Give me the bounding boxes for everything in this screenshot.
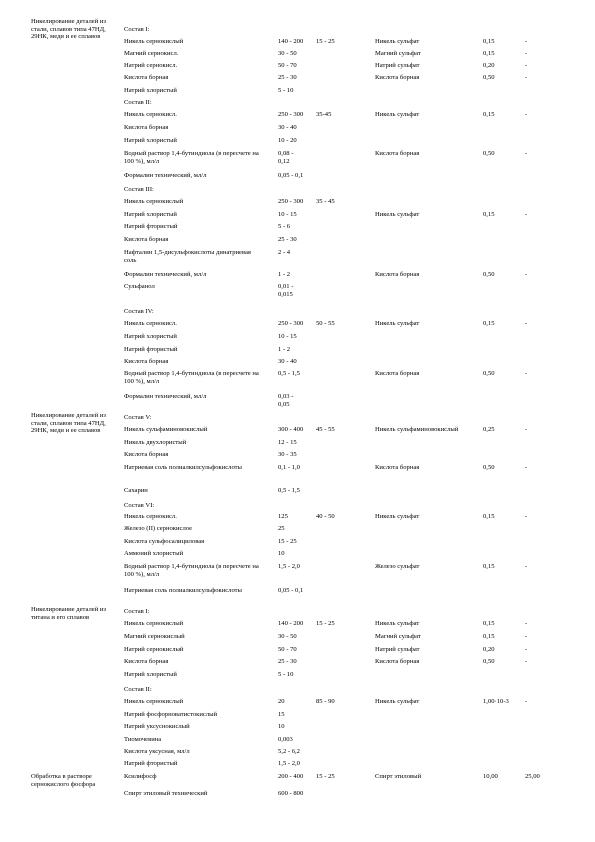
component-name: Никель двухлористый (124, 439, 187, 446)
controlled-component: Кислота борная (375, 271, 420, 278)
controlled-component: Кислота борная (375, 370, 420, 377)
concentration: 0,5 - 1,5 (278, 487, 300, 494)
control-value: 0,15 (483, 633, 495, 640)
composition-header: Состав I: (124, 608, 150, 615)
control-value: 0,50 (483, 658, 495, 665)
control-value: 0,15 (483, 563, 495, 570)
controlled-component: Никель сульфат (375, 320, 420, 327)
control-value: 0,50 (483, 74, 495, 81)
control-value: 0,15 (483, 620, 495, 627)
max-value: - (525, 62, 528, 69)
concentration: 600 - 800 (278, 790, 304, 797)
component-name: Натрий хлористый (124, 671, 177, 678)
component-name: Формалин технический, мл/л (124, 271, 207, 278)
concentration: 0,003 (278, 736, 293, 743)
control-value: 0,15 (483, 50, 495, 57)
composition-header: Состав IV: (124, 308, 154, 315)
control-value: 0,15 (483, 111, 495, 118)
concentration: 0,03 - 0,05 (278, 393, 294, 408)
control-value: 0,15 (483, 320, 495, 327)
temperature: 40 - 50 (316, 513, 335, 520)
controlled-component: Никель сульфат (375, 513, 420, 520)
concentration: 10 - 15 (278, 211, 297, 218)
control-value: 0,50 (483, 150, 495, 157)
concentration: 30 - 50 (278, 50, 297, 57)
component-name: Натрий уксуснокислый (124, 723, 190, 730)
max-value: - (525, 370, 528, 377)
component-name: Натрий хлористый (124, 137, 177, 144)
temperature: 15 - 25 (316, 620, 335, 627)
controlled-component: Никель сульфат (375, 38, 420, 45)
component-name: Кислота борная (124, 358, 169, 365)
concentration: 15 - 25 (278, 538, 297, 545)
max-value: - (525, 211, 528, 218)
component-name: Ксилифосф (124, 773, 157, 780)
concentration: 10 (278, 550, 285, 557)
controlled-component: Кислота борная (375, 74, 420, 81)
controlled-component: Натрий сульфат (375, 62, 420, 69)
concentration: 15 (278, 711, 285, 718)
section-title: Никелирование деталей из стали, сплавов типа 47НД, 29НК, меди и ее сплавов (31, 412, 107, 435)
concentration: 1 - 2 (278, 271, 291, 278)
temperature: 15 - 25 (316, 38, 335, 45)
controlled-component: Магний сульфат (375, 50, 421, 57)
composition-header: Состав I: (124, 26, 150, 33)
max-value: - (525, 50, 528, 57)
component-name: Формалин технический, мл/л (124, 172, 207, 179)
composition-header: Состав VI: (124, 502, 155, 509)
concentration: 10 - 15 (278, 333, 297, 340)
temperature: 15 - 25 (316, 773, 335, 780)
controlled-component: Спирт этиловый (375, 773, 422, 780)
temperature: 50 - 55 (316, 320, 335, 327)
concentration: 25 - 30 (278, 236, 297, 243)
controlled-component: Никель сульфат (375, 111, 420, 118)
composition-header: Состав II: (124, 99, 152, 106)
concentration: 1 - 2 (278, 346, 291, 353)
section-title: Никелирование деталей из стали, сплавов типа 47НД, 29НК, меди и ее сплавов (31, 18, 107, 41)
component-name: Магний сернокислый (124, 633, 185, 640)
max-value: - (525, 698, 528, 705)
component-name: Никель сернокисл. (124, 513, 177, 520)
component-name: Натрий фтористый (124, 223, 178, 230)
component-name: Кислота борная (124, 451, 169, 458)
concentration: 25 - 30 (278, 74, 297, 81)
control-value: 0,50 (483, 271, 495, 278)
max-value: - (525, 464, 528, 471)
component-name: Натрий хлористый (124, 211, 177, 218)
controlled-component: Кислота борная (375, 464, 420, 471)
component-name: Никель сернокисл. (124, 111, 177, 118)
concentration: 140 - 200 (278, 620, 304, 627)
component-name: Натрий сернокисл. (124, 62, 178, 69)
component-name: Натрий фосфорноватистокислый (124, 711, 218, 718)
concentration: 0,01 - 0,015 (278, 283, 294, 298)
concentration: 30 - 40 (278, 124, 297, 131)
concentration: 1,5 - 2,0 (278, 563, 300, 570)
component-name: Натрий хлористый (124, 333, 177, 340)
component-name: Спирт этиловый технический (124, 790, 208, 797)
component-name: Тиомочевина (124, 736, 162, 743)
max-value: 25,00 (525, 773, 540, 780)
concentration: 0,05 - 0,1 (278, 587, 304, 594)
max-value: - (525, 620, 528, 627)
controlled-component: Натрий сульфат (375, 646, 420, 653)
concentration: 250 - 300 (278, 320, 304, 327)
component-name: Аммоний хлористый (124, 550, 184, 557)
component-name: Кислота уксусная, мл/л (124, 748, 190, 755)
concentration: 250 - 300 (278, 111, 304, 118)
concentration: 20 (278, 698, 285, 705)
component-name: Никель сульфаминовокислый (124, 426, 208, 433)
concentration: 140 - 200 (278, 38, 304, 45)
max-value: - (525, 646, 528, 653)
component-name: Водный раствор 1,4-бутиндиола (в пересчете на 100 %), мл/л (124, 370, 259, 385)
control-value: 0,25 (483, 426, 495, 433)
component-name: Натриевая соль полиалкилсульфокислоты (124, 587, 242, 594)
control-value: 1,00·10-3 (483, 698, 509, 705)
component-name: Никель сернокислый (124, 620, 184, 627)
concentration: 125 (278, 513, 288, 520)
controlled-component: Кислота борная (375, 150, 420, 157)
composition-header: Состав III: (124, 186, 154, 193)
control-value: 0,50 (483, 370, 495, 377)
component-name: Сахарин (124, 487, 148, 494)
concentration: 30 - 50 (278, 633, 297, 640)
control-value: 0,15 (483, 38, 495, 45)
composition-header: Состав II: (124, 686, 152, 693)
component-name: Кислота борная (124, 124, 169, 131)
controlled-component: Магний сульфат (375, 633, 421, 640)
max-value: - (525, 320, 528, 327)
concentration: 0,5 - 1,5 (278, 370, 300, 377)
temperature: 85 - 90 (316, 698, 335, 705)
component-name: Магний сернокисл. (124, 50, 179, 57)
control-value: 0,15 (483, 513, 495, 520)
max-value: - (525, 513, 528, 520)
component-name: Кислота сульфосалициловая (124, 538, 205, 545)
concentration: 10 (278, 723, 285, 730)
section-title: Никелирование деталей из титана и его сплавов (31, 606, 107, 621)
concentration: 2 - 4 (278, 249, 291, 256)
component-name: Натриевая соль полиалкилсульфокислоты (124, 464, 242, 471)
component-name: Никель сернокислый (124, 698, 184, 705)
component-name: Кислота борная (124, 74, 169, 81)
controlled-component: Никель сульфат (375, 620, 420, 627)
control-value: 0,20 (483, 62, 495, 69)
max-value: - (525, 271, 528, 278)
component-name: Натрий фтористый (124, 346, 178, 353)
controlled-component: Кислота борная (375, 658, 420, 665)
control-value: 0,20 (483, 646, 495, 653)
concentration: 0,05 - 0,1 (278, 172, 304, 179)
concentration: 25 - 30 (278, 658, 297, 665)
concentration: 200 - 400 (278, 773, 304, 780)
max-value: - (525, 658, 528, 665)
concentration: 10 - 20 (278, 137, 297, 144)
component-name: Кислота борная (124, 236, 169, 243)
concentration: 1,5 - 2,0 (278, 760, 300, 767)
controlled-component: Никель сульфат (375, 698, 420, 705)
concentration: 0,08 - 0,12 (278, 150, 294, 165)
concentration: 5 - 6 (278, 223, 291, 230)
component-name: Натрий хлористый (124, 87, 177, 94)
component-name: Кислота борная (124, 658, 169, 665)
controlled-component: Железо сульфат (375, 563, 420, 570)
temperature: 35 - 45 (316, 198, 335, 205)
max-value: - (525, 426, 528, 433)
component-name: Натрий сернокислый (124, 646, 184, 653)
component-name: Нафталин 1,5-дисульфокислоты динатриевая соль (124, 249, 251, 264)
max-value: - (525, 563, 528, 570)
temperature: 35-45 (316, 111, 332, 118)
concentration: 300 - 400 (278, 426, 304, 433)
max-value: - (525, 633, 528, 640)
concentration: 30 - 40 (278, 358, 297, 365)
control-value: 0,15 (483, 211, 495, 218)
concentration: 50 - 70 (278, 646, 297, 653)
concentration: 12 - 15 (278, 439, 297, 446)
component-name: Сульфанол (124, 283, 155, 290)
component-name: Никель сернокислый (124, 198, 184, 205)
component-name: Никель сернокислый (124, 38, 184, 45)
concentration: 5 - 10 (278, 87, 294, 94)
max-value: - (525, 74, 528, 81)
control-value: 0,50 (483, 464, 495, 471)
control-value: 10,00 (483, 773, 498, 780)
controlled-component: Никель сульфаминовокислый (375, 426, 459, 433)
max-value: - (525, 111, 528, 118)
component-name: Водный раствор 1,4-бутиндиола (в пересчете на 100 %), мл/л (124, 150, 259, 165)
max-value: - (525, 38, 528, 45)
concentration: 250 - 300 (278, 198, 304, 205)
component-name: Железо (II) сернокислое (124, 525, 193, 532)
temperature: 45 - 55 (316, 426, 335, 433)
component-name: Натрий фтористый (124, 760, 178, 767)
component-name: Никель сернокисл. (124, 320, 177, 327)
component-name: Водный раствор 1,4-бутиндиола (в пересчете на 100 %), мл/л (124, 563, 259, 578)
concentration: 0,1 - 1,0 (278, 464, 300, 471)
component-name: Формалин технический, мл/л (124, 393, 207, 400)
concentration: 30 - 35 (278, 451, 297, 458)
max-value: - (525, 150, 528, 157)
concentration: 25 (278, 525, 285, 532)
concentration: 50 - 70 (278, 62, 297, 69)
concentration: 5,2 - 6,2 (278, 748, 300, 755)
concentration: 5 - 10 (278, 671, 294, 678)
section-title: Обработка в растворе сернокислого фосфора (31, 773, 96, 788)
controlled-component: Никель сульфат (375, 211, 420, 218)
composition-header: Состав V: (124, 414, 152, 421)
